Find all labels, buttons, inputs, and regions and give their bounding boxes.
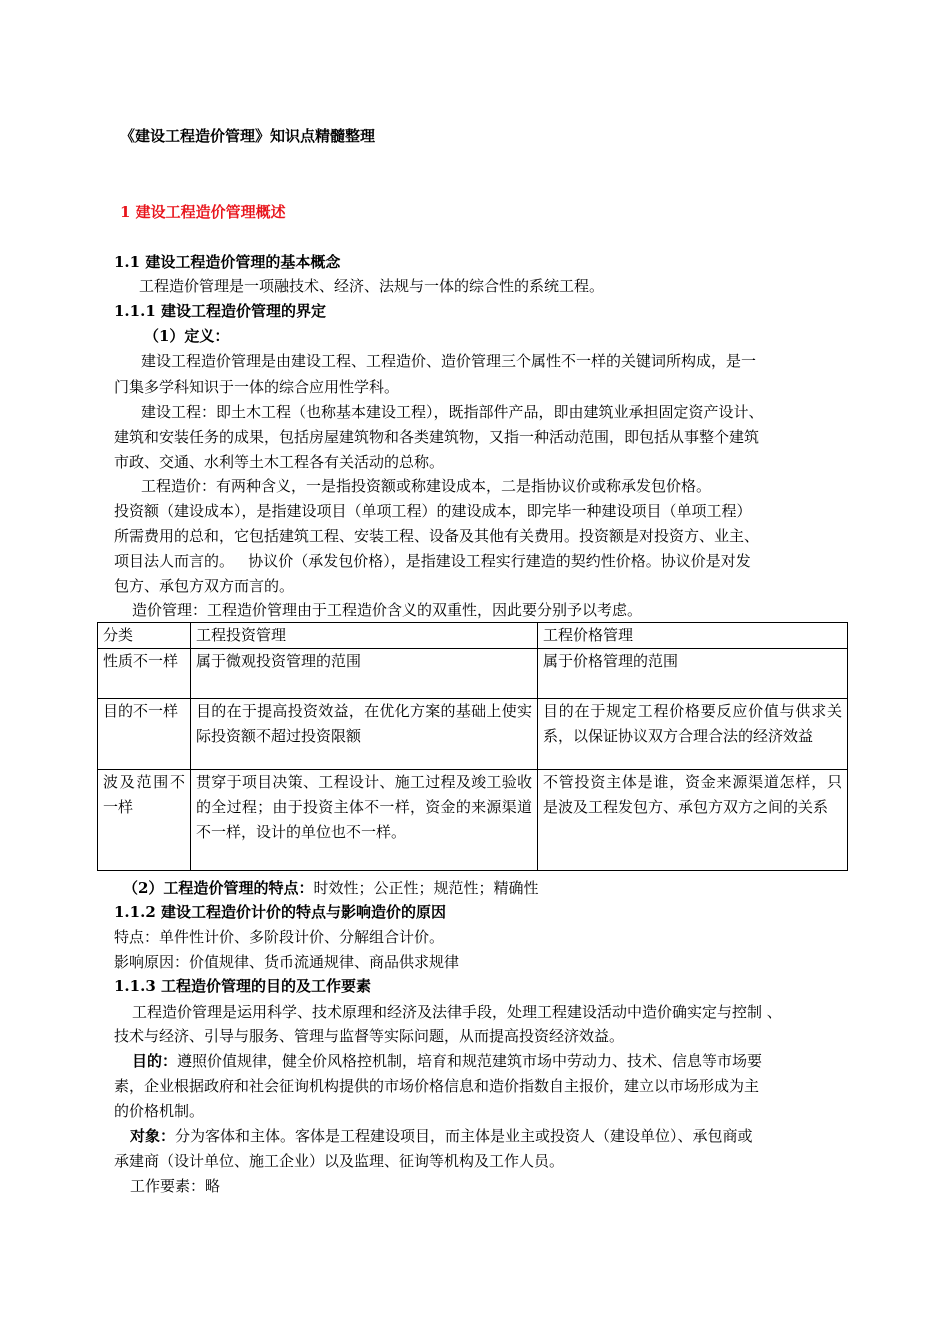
goal-label: 目的： bbox=[132, 1052, 178, 1070]
object-line bbox=[130, 1124, 753, 1148]
table-cell: 贯穿于项目决策、工程设计、施工过程及竣工验收的全过程；由于投资主体不一样，资金的来源渠道不一样，设计的单位也不一样。 bbox=[191, 770, 538, 871]
table-header-cell: 工程投资管理 bbox=[191, 623, 538, 649]
paragraph-line: 包方、承包方双方而言的。 bbox=[114, 577, 295, 595]
paragraph-line: 承建商（设计单位、施工企业）以及监理、征询等机构及工作人员。 bbox=[114, 1152, 565, 1170]
paragraph-line: 工程造价管理是运用科学、技术原理和经济及法律手段，处理工程建设活动中造价确实定与控制 、 bbox=[132, 1003, 782, 1021]
comparison-table bbox=[97, 622, 848, 871]
work-elements-line: 工作要素：略 bbox=[130, 1177, 221, 1195]
object-label: 对象： bbox=[130, 1127, 176, 1145]
section-1-1-heading: 1.1 建设工程造价管理的基本概念 bbox=[114, 253, 341, 271]
section-1-1-2-heading: 1.1.2 建设工程造价计价的特点与影响造价的原因 bbox=[114, 903, 446, 921]
chapter-1-heading: 1 建设工程造价管理概述 bbox=[120, 203, 286, 221]
paragraph-line: 造价管理：工程造价管理由于工程造价含义的双重性，因此要分别予以考虑。 bbox=[132, 601, 643, 619]
table-header-cell: 分类 bbox=[98, 623, 191, 649]
paragraph-line: 投资额（建设成本），是指建设项目（单项工程）的建设成本，即完毕一种建设项目（单项工程） bbox=[114, 502, 752, 520]
object-text: 分为客体和主体。客体是工程建设项目，而主体是业主或投资人（建设单位）、承包商或 bbox=[175, 1127, 753, 1145]
section-1-1-3-heading: 1.1.3 工程造价管理的目的及工作要素 bbox=[114, 977, 371, 995]
paragraph-line: 市政、交通、水利等土木工程各有关活动的总称。 bbox=[114, 453, 445, 471]
traits-line: 特点：单件性计价、多阶段计价、分解组合计价。 bbox=[114, 928, 445, 946]
section-1-1-intro: 工程造价管理是一项融技术、经济、法规与一体的综合性的系统工程。 bbox=[139, 277, 605, 295]
paragraph-line: 所需费用的总和，它包括建筑工程、安装工程、设备及其他有关费用。投资额是对投资方、业主、 bbox=[114, 527, 760, 545]
paragraph-line: 的价格机制。 bbox=[114, 1102, 205, 1120]
goal-text: 遵照价值规律，健全价风格控机制，培育和规范建筑市场中劳动力、技术、信息等市场要 bbox=[177, 1052, 763, 1070]
section-1-1-1-heading: 1.1.1 建设工程造价管理的界定 bbox=[114, 302, 326, 320]
paragraph-line: 建设工程：即土木工程（也称基本建设工程），既指部件产品，即由建筑业承担固定资产设计、 bbox=[141, 403, 764, 421]
paragraph-line: 门集多学科知识于一体的综合应用性学科。 bbox=[114, 378, 400, 396]
table-cell: 属于微观投资管理的范围 bbox=[191, 649, 538, 699]
paragraph-line: 技术与经济、引导与服务、管理与监督等实际问题，从而提高投资经济效益。 bbox=[114, 1027, 625, 1045]
table-cell: 波及范围不一样 bbox=[98, 770, 191, 871]
features-label: （2）工程造价管理的特点： bbox=[123, 879, 314, 897]
table-cell: 不管投资主体是谁，资金来源渠道怎样，只是波及工程发包方、承包方双方之间的关系 bbox=[538, 770, 848, 871]
document-title: 《建设工程造价管理》知识点精髓整理 bbox=[120, 127, 376, 145]
table-cell: 目的在于规定工程价格要反应价值与供求关系，以保证协议双方合理合法的经济效益 bbox=[538, 699, 848, 770]
table-header-cell: 工程价格管理 bbox=[538, 623, 848, 649]
paragraph-line: 项目法人而言的。 协议价（承发包价格），是指建设工程实行建造的契约性价格。协议价是对发 bbox=[114, 552, 751, 570]
paragraph-line: 建筑和安装任务的成果，包括房屋建筑物和各类建筑物，又指一种活动范围，即包括从事整个建筑 bbox=[114, 428, 760, 446]
features-line bbox=[123, 876, 538, 900]
table-row bbox=[98, 770, 848, 871]
paragraph-line: 工程造价：有两种含义，一是指投资额或称建设成本，二是指协议价或称承发包价格。 bbox=[141, 477, 712, 495]
definition-label: （1）定义： bbox=[144, 327, 230, 345]
table-row bbox=[98, 649, 848, 699]
factors-line: 影响原因：价值规律、货币流通规律、商品供求规律 bbox=[114, 953, 460, 971]
paragraph-line: 素，企业根据政府和社会征询机构提供的市场价格信息和造价指数自主报价，建立以市场形成为主 bbox=[114, 1077, 760, 1095]
paragraph-line: 建设工程造价管理是由建设工程、工程造价、造价管理三个属性不一样的关键词所构成，是一 bbox=[141, 352, 757, 370]
table-cell: 性质不一样 bbox=[98, 649, 191, 699]
table-cell: 目的不一样 bbox=[98, 699, 191, 770]
features-text: 时效性；公正性；规范性；精确性 bbox=[313, 879, 539, 897]
table-cell: 属于价格管理的范围 bbox=[538, 649, 848, 699]
table-row bbox=[98, 699, 848, 770]
table-header-row bbox=[98, 623, 848, 649]
goal-line bbox=[132, 1049, 762, 1073]
table-cell: 目的在于提高投资效益，在优化方案的基础上使实际投资额不超过投资限额 bbox=[191, 699, 538, 770]
